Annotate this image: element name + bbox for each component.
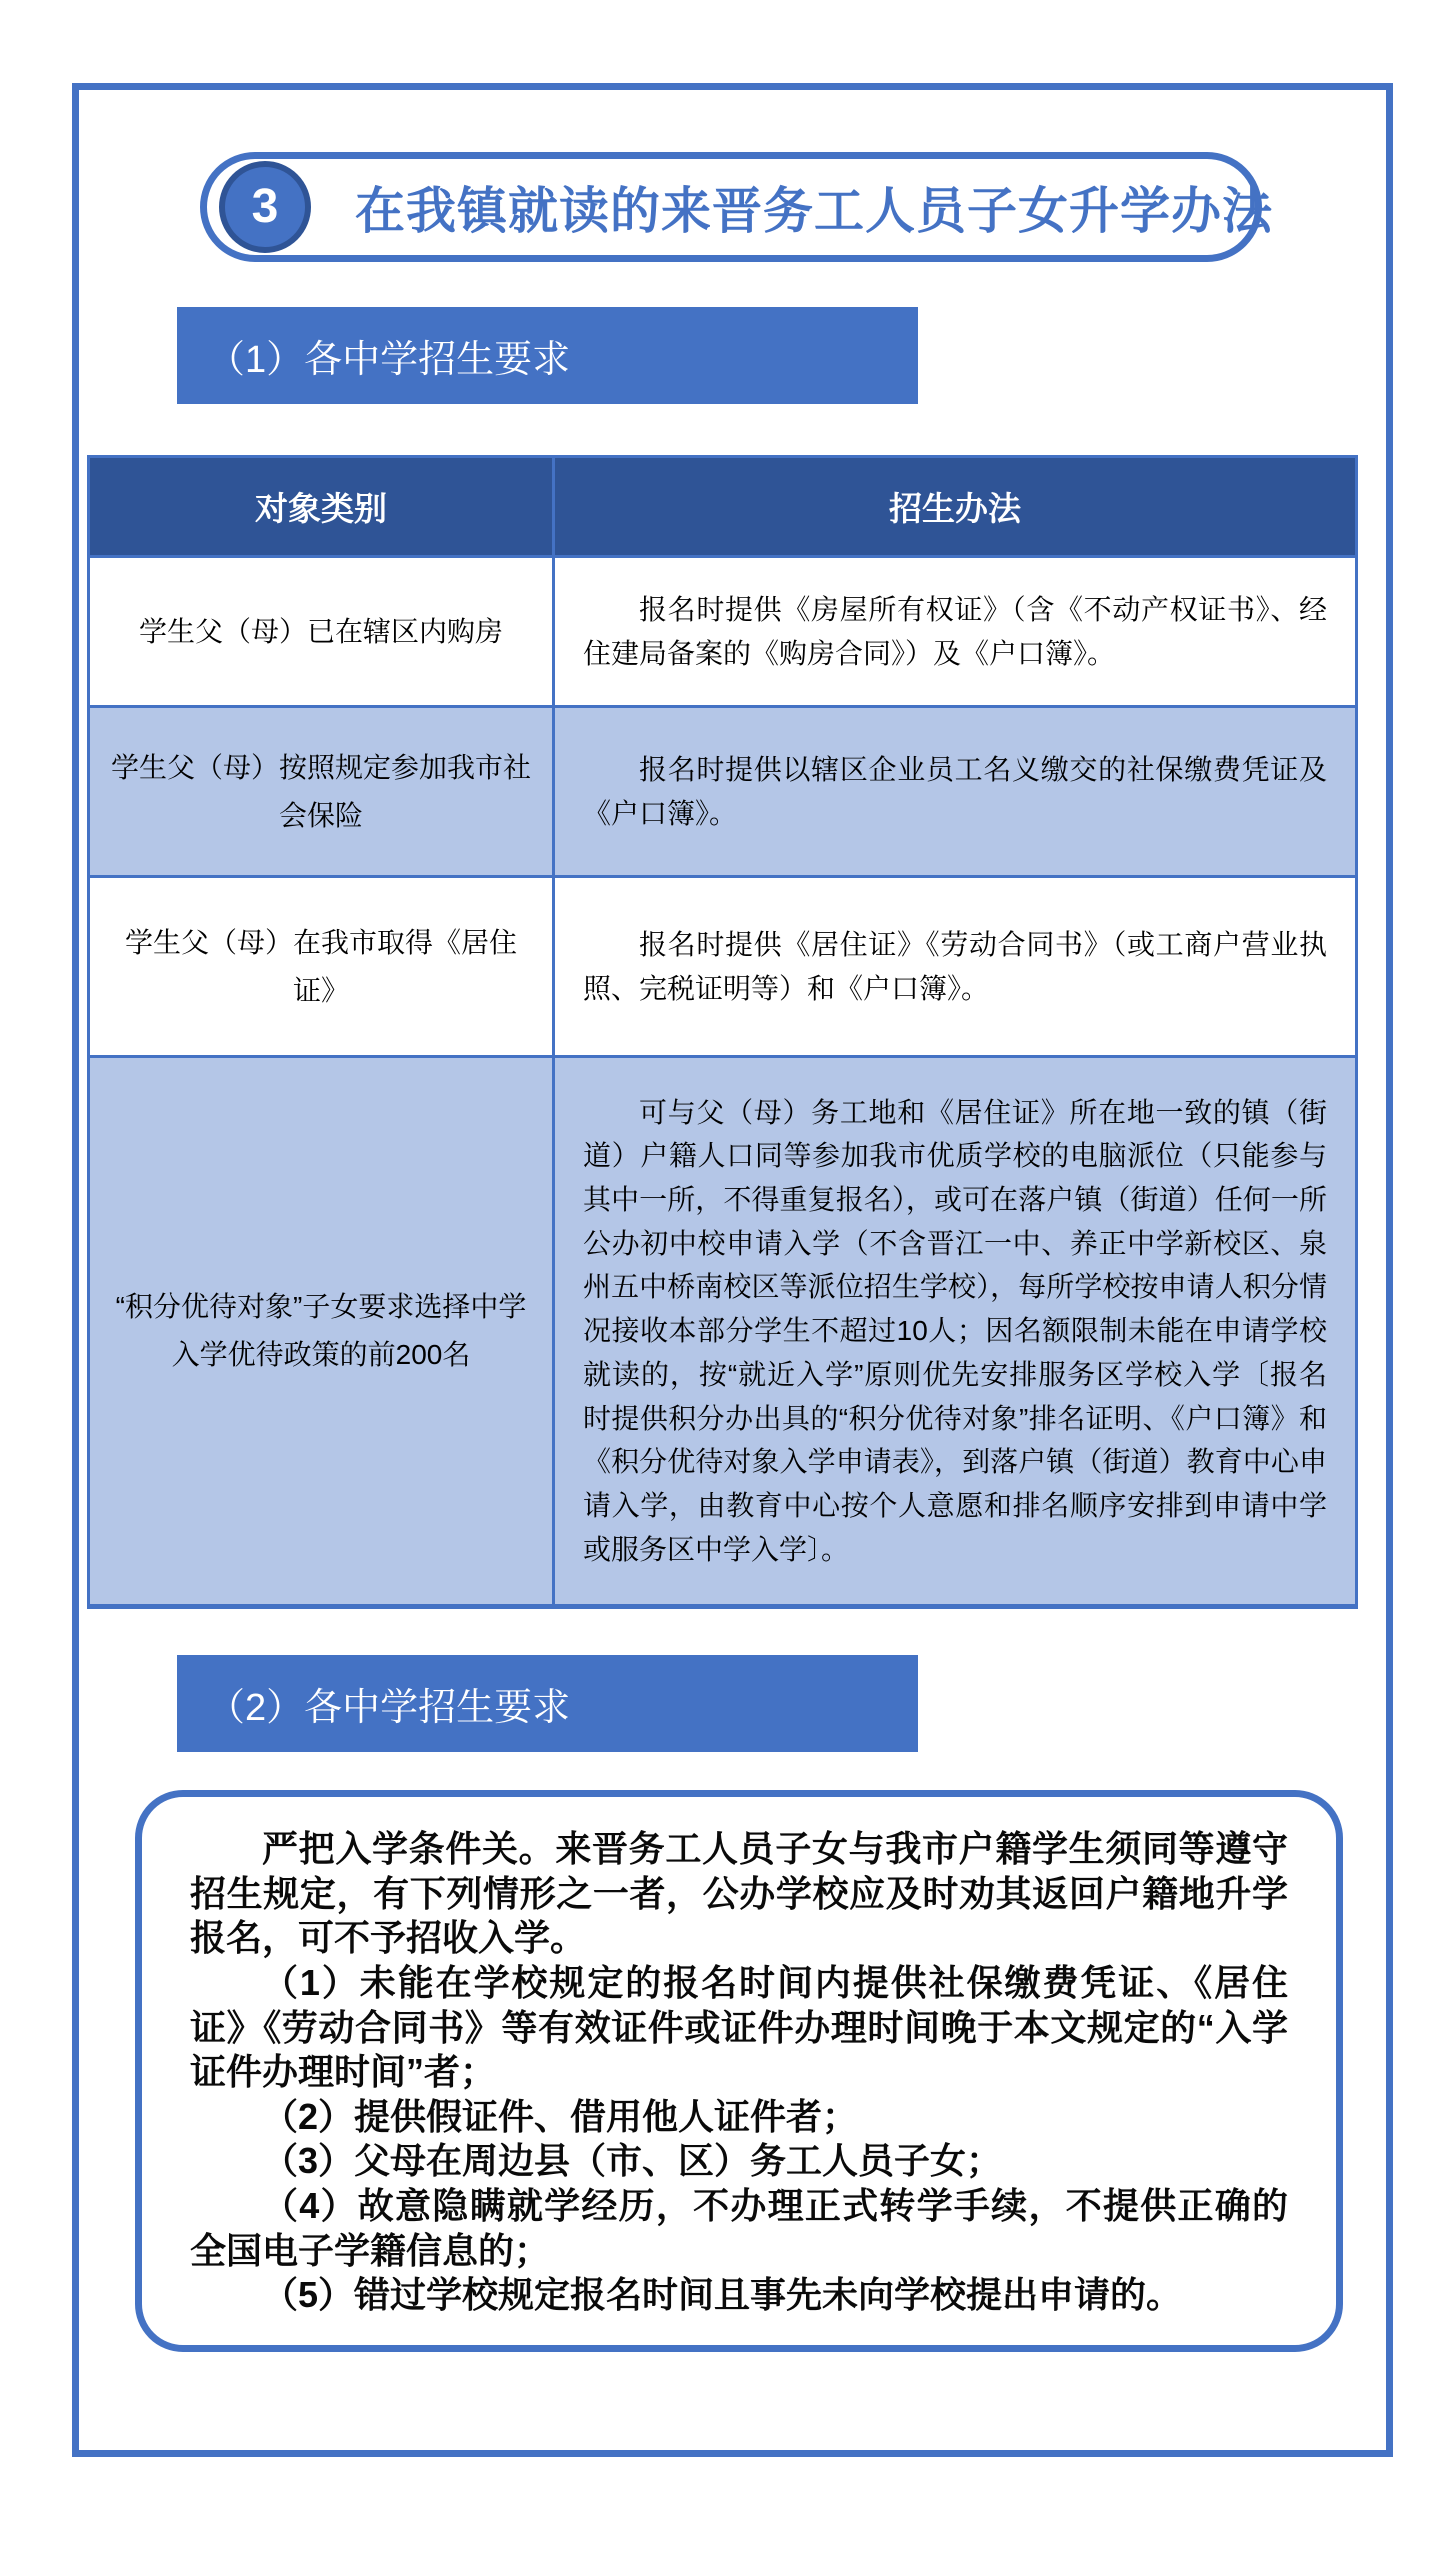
method-cell <box>554 877 1357 1057</box>
table-header-row <box>89 457 1357 557</box>
notice-paragraph: （2）提供假证件、借用他人证件者； <box>262 2095 859 2137</box>
table-row <box>89 707 1357 877</box>
title-banner <box>200 152 1273 262</box>
method-cell <box>554 707 1357 877</box>
column-header-category: 对象类别 <box>89 457 554 557</box>
notice-paragraph: （3）父母在周边县（市、区）务工人员子女； <box>262 2140 1003 2182</box>
method-text: 报名时提供《居住证》《劳动合同书》（或工商户营业执照、完税证明等）和《户口簿》。 <box>583 928 1327 1004</box>
section-1-heading: （1）各中学招生要求 <box>177 307 918 404</box>
category-cell: 学生父（母）在我市取得《居住证》 <box>89 877 554 1057</box>
table-row <box>89 877 1357 1057</box>
category-cell: 学生父（母）按照规定参加我市社会保险 <box>89 707 554 877</box>
method-text: 报名时提供以辖区企业员工名义缴交的社保缴费凭证及《户口簿》。 <box>583 753 1327 829</box>
category-cell: “积分优待对象”子女要求选择中学入学优待政策的前200名 <box>89 1057 554 1607</box>
category-cell: 学生父（母）已在辖区内购房 <box>89 557 554 707</box>
enrollment-table <box>87 455 1358 1609</box>
notice-box <box>135 1790 1343 2352</box>
section-number-badge <box>219 161 311 253</box>
method-text: 可与父（母）务工地和《居住证》所在地一致的镇（街道）户籍人口同等参加我市优质学校的电脑派位（只能参与其中一所，不得重复报名），或可在落户镇（街道）任何一所公办初中校申请入学（不含晋江一中、养正中学新校区、泉州五中桥南校区等派位招生学校），每所学校按申请人积分情况接收本部分学生不超过10人；因名额限制未能在申请学校就读的，按“就近入学”原则优先安排服务区学校入学〔报名时提供积分办出具的“积分优待对象”排名证明、《户口簿》和《积分优待对象入学申请表》，到落户镇（街道）教育中心申请入学，由教育中心按个人意愿和排名顺序安排到申请中学或服务区中学入学〕。 <box>583 1096 1327 1565</box>
notice-paragraph: （4）故意隐瞒就学经历，不办理正式转学手续，不提供正确的全国电子学籍信息的； <box>190 2185 1288 2271</box>
method-cell <box>554 1057 1357 1607</box>
table-row <box>89 1057 1357 1607</box>
notice-paragraph: 严把入学条件关。来晋务工人员子女与我市户籍学生须同等遵守招生规定，有下列情形之一者，公办学校应及时劝其返回户籍地升学报名，可不予招收入学。 <box>190 1828 1288 1959</box>
column-header-method: 招生办法 <box>554 457 1357 557</box>
section-2-heading: （2）各中学招生要求 <box>177 1655 918 1752</box>
table-row <box>89 557 1357 707</box>
method-cell <box>554 557 1357 707</box>
notice-paragraph: （5）错过学校规定报名时间且事先未向学校提出申请的。 <box>262 2274 1183 2316</box>
badge-number: 3 <box>251 180 279 233</box>
page-title: 在我镇就读的来晋务工人员子女升学办法 <box>355 183 1273 239</box>
notice-paragraph: （1）未能在学校规定的报名时间内提供社保缴费凭证、《居住证》《劳动合同书》等有效证件或证件办理时间晚于本文规定的“入学证件办理时间”者； <box>190 1961 1288 2093</box>
method-text: 报名时提供《房屋所有权证》（含《不动产权证书》、经住建局备案的《购房合同》）及《户口簿》。 <box>583 593 1327 669</box>
